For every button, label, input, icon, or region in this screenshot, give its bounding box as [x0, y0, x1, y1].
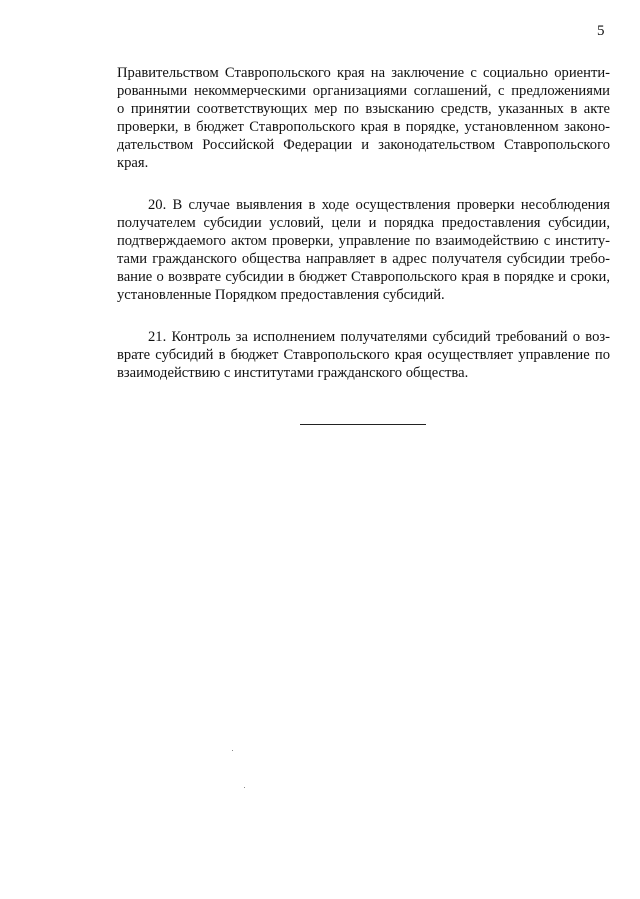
end-of-document-rule: [300, 424, 426, 425]
paragraph-item-21: [117, 328, 610, 382]
text-line: 21. Контроль за исполнением получателями субсидий требований о воз-: [148, 329, 610, 345]
text-line: Правительством Ставропольского края на заключение с социально ориенти-: [117, 65, 610, 81]
text-line: дательством Российской Федерации и законодательством Ставропольского: [117, 137, 610, 153]
scan-speck: [232, 750, 233, 751]
scan-speck: [244, 787, 245, 788]
text-line: подтверждаемого актом проверки, управление по взаимодействию с институ-: [117, 233, 610, 249]
page-number: 5: [597, 23, 605, 39]
text-line: взаимодействию с институтами гражданского общества.: [117, 365, 469, 381]
text-line: проверки, в бюджет Ставропольского края в порядке, установленном законо-: [117, 119, 610, 135]
text-line: рованными некоммерческими организациями соглашений, с предложениями: [117, 83, 610, 99]
text-line: края.: [117, 155, 149, 171]
text-line: тами гражданского общества направляет в адрес получателя субсидии требо-: [117, 251, 610, 267]
document-body: [117, 64, 610, 406]
paragraph-continuation: [117, 64, 610, 172]
text-line: установленные Порядком предоставления субсидий.: [117, 287, 445, 303]
text-line: о принятии соответствующих мер по взысканию средств, указанных в акте: [117, 101, 610, 117]
text-line: 20. В случае выявления в ходе осуществления проверки несоблюдения: [148, 197, 610, 213]
text-line: получателем субсидии условий, цели и порядка предоставления субсидии,: [117, 215, 610, 231]
paragraph-item-20: [117, 196, 610, 304]
text-line: вание о возврате субсидии в бюджет Ставропольского края в порядке и сроки,: [117, 269, 610, 285]
text-line: врате субсидий в бюджет Ставропольского края осуществляет управление по: [117, 347, 610, 363]
